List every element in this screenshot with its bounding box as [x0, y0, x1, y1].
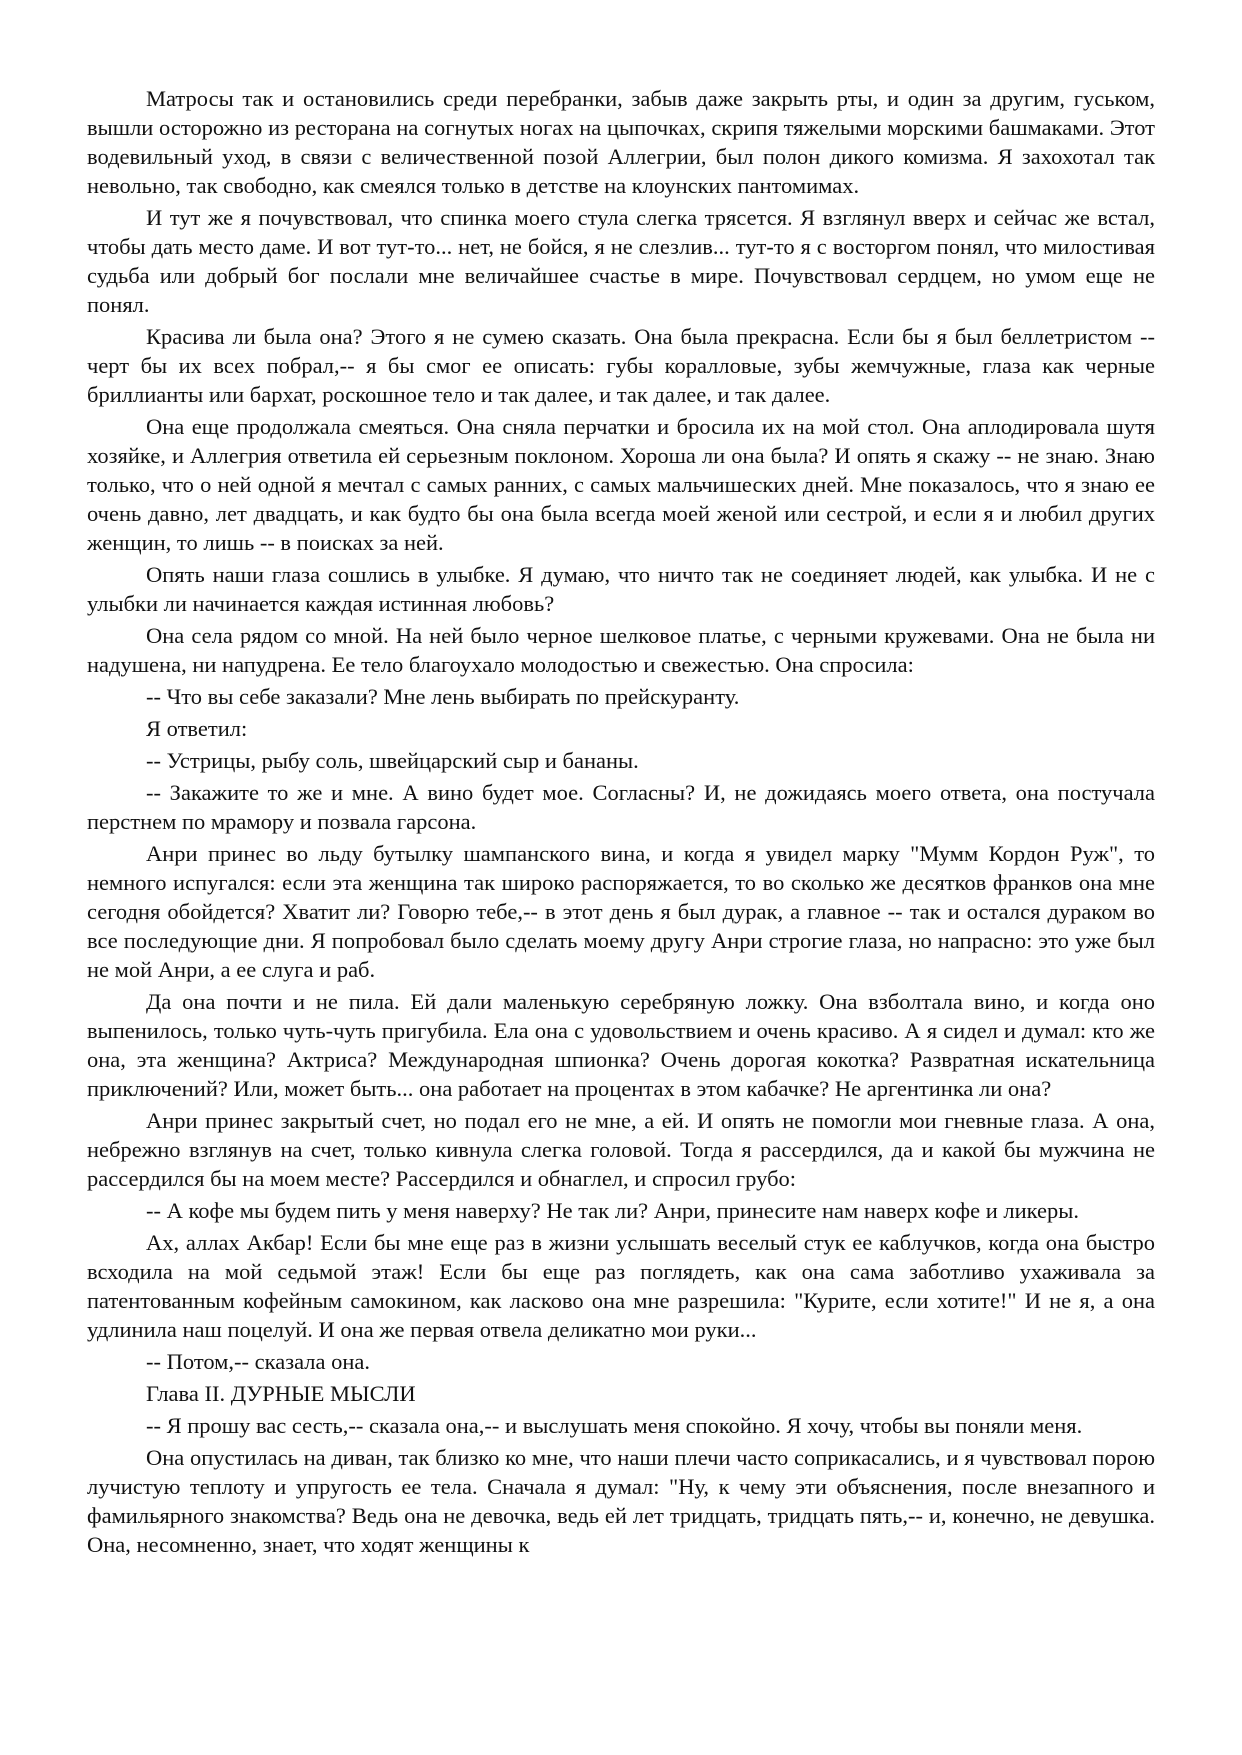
- paragraph: Она еще продолжала смеяться. Она сняла перчатки и бросила их на мой стол. Она аплодировала шутя хозяйке, и Аллегрия ответила ей серьезным поклоном. Хороша ли она была? И опять я скажу -- не знаю. Знаю только, что о ней одной я мечтал с самых ранних, с самых мальчишеских дней. Мне показалось, что я знаю ее очень давно, лет двадцать, и как будто бы она была всегда моей женой или сестрой, и если я и любил других женщин, то лишь -- в поисках за ней.: [87, 414, 1155, 555]
- paragraph: И тут же я почувствовал, что спинка моего стула слегка трясется. Я взглянул вверх и сейчас же встал, чтобы дать место даме. И вот тут-то... нет, не бойся, я не слезлив... тут-то я с восторгом понял, что милостивая судьба или добрый бог послали мне величайшее счастье в мире. Почувствовал сердцем, но умом еще не понял.: [87, 205, 1155, 317]
- paragraph: Анри принес во льду бутылку шампанского вина, и когда я увидел марку "Мумм Кордон Руж", то немного испугался: если эта женщина так широко распоряжается, то во сколько же десятков франков она мне сегодня обойдется? Хватит ли? Говорю тебе,-- в этот день я был дурак, а главное -- так и остался дураком во все последующие дни. Я попробовал было сделать моему другу Анри строгие глаза, но напрасно: это уже был не мой Анри, а ее слуга и раб.: [87, 841, 1155, 982]
- paragraph: Красива ли была она? Этого я не сумею сказать. Она была прекрасна. Если бы я был беллетристом -- черт бы их всех побрал,-- я бы смог ее описать: губы коралловые, зубы жемчужные, глаза как черные бриллианты или бархат, роскошное тело и так далее, и так далее, и так далее.: [87, 324, 1155, 407]
- chapter-heading: Глава II. ДУРНЫЕ МЫСЛИ: [146, 1381, 416, 1406]
- dialogue-line: -- Потом,-- сказала она.: [146, 1349, 371, 1374]
- paragraph: Да она почти и не пила. Ей дали маленькую серебряную ложку. Она взболтала вино, и когда оно выпенилось, только чуть-чуть пригубила. Ела она с удовольствием и очень красиво. А я сидел и думал: кто же она, эта женщина? Актриса? Международная шпионка? Очень дорогая кокотка? Развратная искательница приключений? Или, может быть... она работает на процентах в этом кабачке? Не аргентинка ли она?: [87, 989, 1155, 1101]
- dialogue-line: Я ответил:: [146, 716, 248, 741]
- document-page: [87, 84, 1155, 1562]
- paragraph: Анри принес закрытый счет, но подал его не мне, а ей. И опять не помогли мои гневные глаза. А она, небрежно взглянув на счет, только кивнула слегка головой. Тогда я рассердился, да и какой бы мужчина не рассердился бы на моем месте? Рассердился и обнаглел, и спросил грубо:: [87, 1108, 1155, 1191]
- paragraph: Опять наши глаза сошлись в улыбке. Я думаю, что ничто так не соединяет людей, как улыбка. И не с улыбки ли начинается каждая истинная любовь?: [87, 562, 1155, 616]
- paragraph: Она села рядом со мной. На ней было черное шелковое платье, с черными кружевами. Она не была ни надушена, ни напудрена. Ее тело благоухало молодостью и свежестью. Она спросила:: [87, 623, 1155, 677]
- dialogue-line: -- Закажите то же и мне. А вино будет мое. Согласны? И, не дожидаясь моего ответа, она постучала перстнем по мрамору и позвала гарсона.: [87, 780, 1155, 834]
- dialogue-line: -- Я прошу вас сесть,-- сказала она,-- и выслушать меня спокойно. Я хочу, чтобы вы поняли меня.: [146, 1413, 1083, 1438]
- dialogue-line: -- Что вы себе заказали? Мне лень выбирать по прейскуранту.: [146, 684, 740, 709]
- paragraph: Она опустилась на диван, так близко ко мне, что наши плечи часто соприкасались, и я чувствовал порою лучистую теплоту и упругость ее тела. Сначала я думал: "Ну, к чему эти объяснения, после внезапного и фамильярного знакомства? Ведь она не девочка, ведь ей лет тридцать, тридцать пять,-- и, конечно, не девушка. Она, несомненно, знает, что ходят женщины к: [87, 1445, 1155, 1557]
- dialogue-line: -- А кофе мы будем пить у меня наверху? Не так ли? Анри, принесите нам наверх кофе и ликеры.: [146, 1198, 1079, 1223]
- paragraph: Ах, аллах Акбар! Если бы мне еще раз в жизни услышать веселый стук ее каблучков, когда она быстро всходила на мой седьмой этаж! Если бы еще раз поглядеть, как она сама заботливо ухаживала за патентованным кофейным самокином, как ласково она мне разрешила: "Курите, если хотите!" И не я, а она удлинила наш поцелуй. И она же первая отвела деликатно мои руки...: [87, 1230, 1155, 1342]
- paragraph: Матросы так и остановились среди перебранки, забыв даже закрыть рты, и один за другим, гуськом, вышли осторожно из ресторана на согнутых ногах на цыпочках, скрипя тяжелыми морскими башмаками. Этот водевильный уход, в связи с величественной позой Аллегрии, был полон дикого комизма. Я захохотал так невольно, так свободно, как смеялся только в детстве на клоунских пантомимах.: [87, 86, 1155, 198]
- dialogue-line: -- Устрицы, рыбу соль, швейцарский сыр и бананы.: [146, 748, 639, 773]
